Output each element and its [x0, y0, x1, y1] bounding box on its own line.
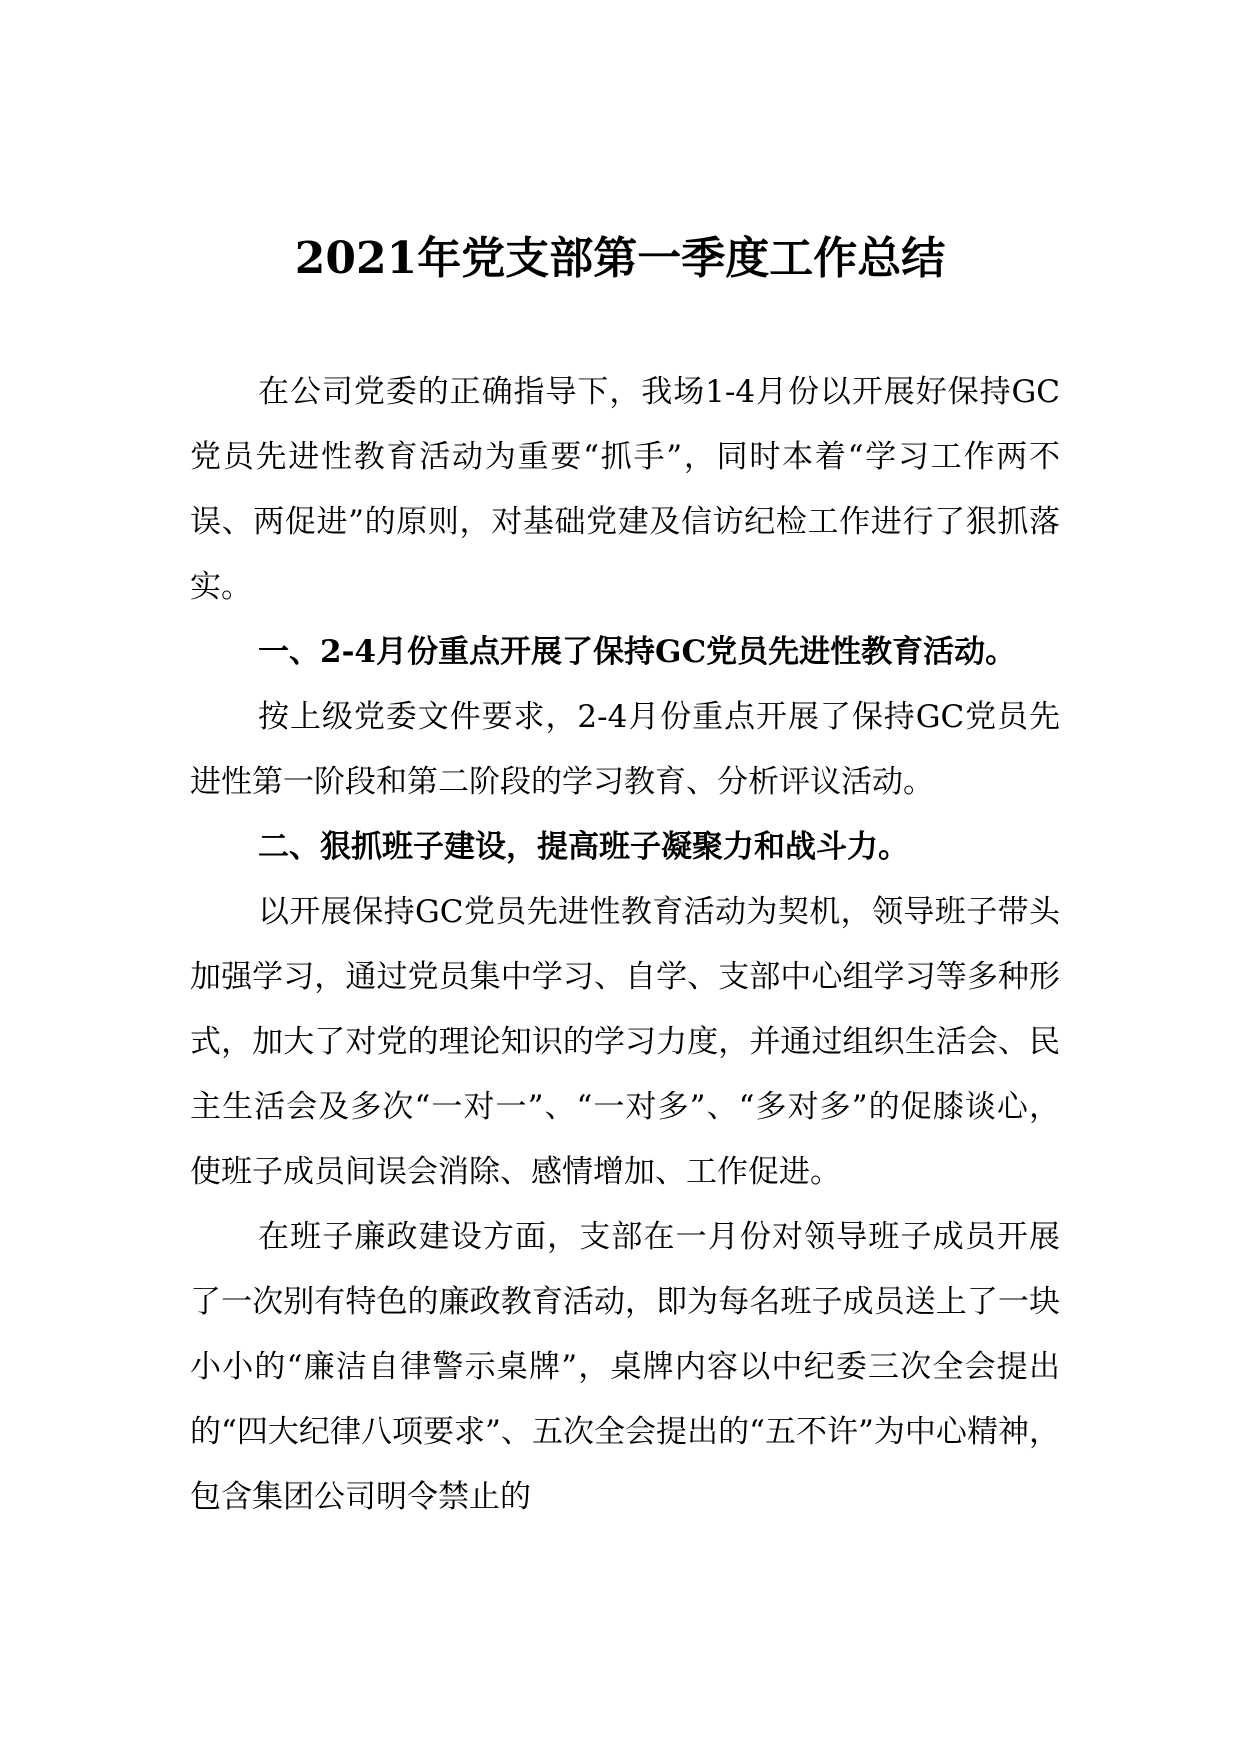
paragraph-section-1: 按上级党委文件要求，2-4月份重点开展了保持GC党员先进性第一阶段和第二阶段的学习教育、分析评议活动。: [190, 699, 1060, 800]
paragraph-integrity: 在班子廉政建设方面，支部在一月份对领导班子成员开展了一次别有特色的廉政教育活动，即为每名班子成员送上了一块小小的“廉洁自律警示桌牌”，桌牌内容以中纪委三次全会提出的“四大纪律八项要求”、五次全会提出的“五不许”为中心精神，包含集团公司明令禁止的: [190, 1219, 1060, 1515]
paragraph-intro: 在公司党委的正确指导下，我场1-4月份以开展好保持GC党员先进性教育活动为重要“抓手”，同时本着“学习工作两不误、两促进”的原则，对基础党建及信访纪检工作进行了狠抓落实。: [190, 374, 1060, 605]
paragraph-section-2: 以开展保持GC党员先进性教育活动为契机，领导班子带头加强学习，通过党员集中学习、自学、支部中心组学习等多种形式，加大了对党的理论知识的学习力度，并通过组织生活会、民主生活会及多次“一对一”、“一对多”、“多对多”的促膝谈心，使班子成员间误会消除、感情增加、工作促进。: [190, 894, 1060, 1190]
document-body: [190, 360, 1060, 1530]
document-title: 2021年党支部第一季度工作总结: [294, 233, 946, 284]
section-heading-2: 二、狠抓班子建设，提高班子凝聚力和战斗力。: [258, 829, 909, 865]
section-heading-1: 一、2-4月份重点开展了保持GC党员先进性教育活动。: [258, 634, 1017, 670]
